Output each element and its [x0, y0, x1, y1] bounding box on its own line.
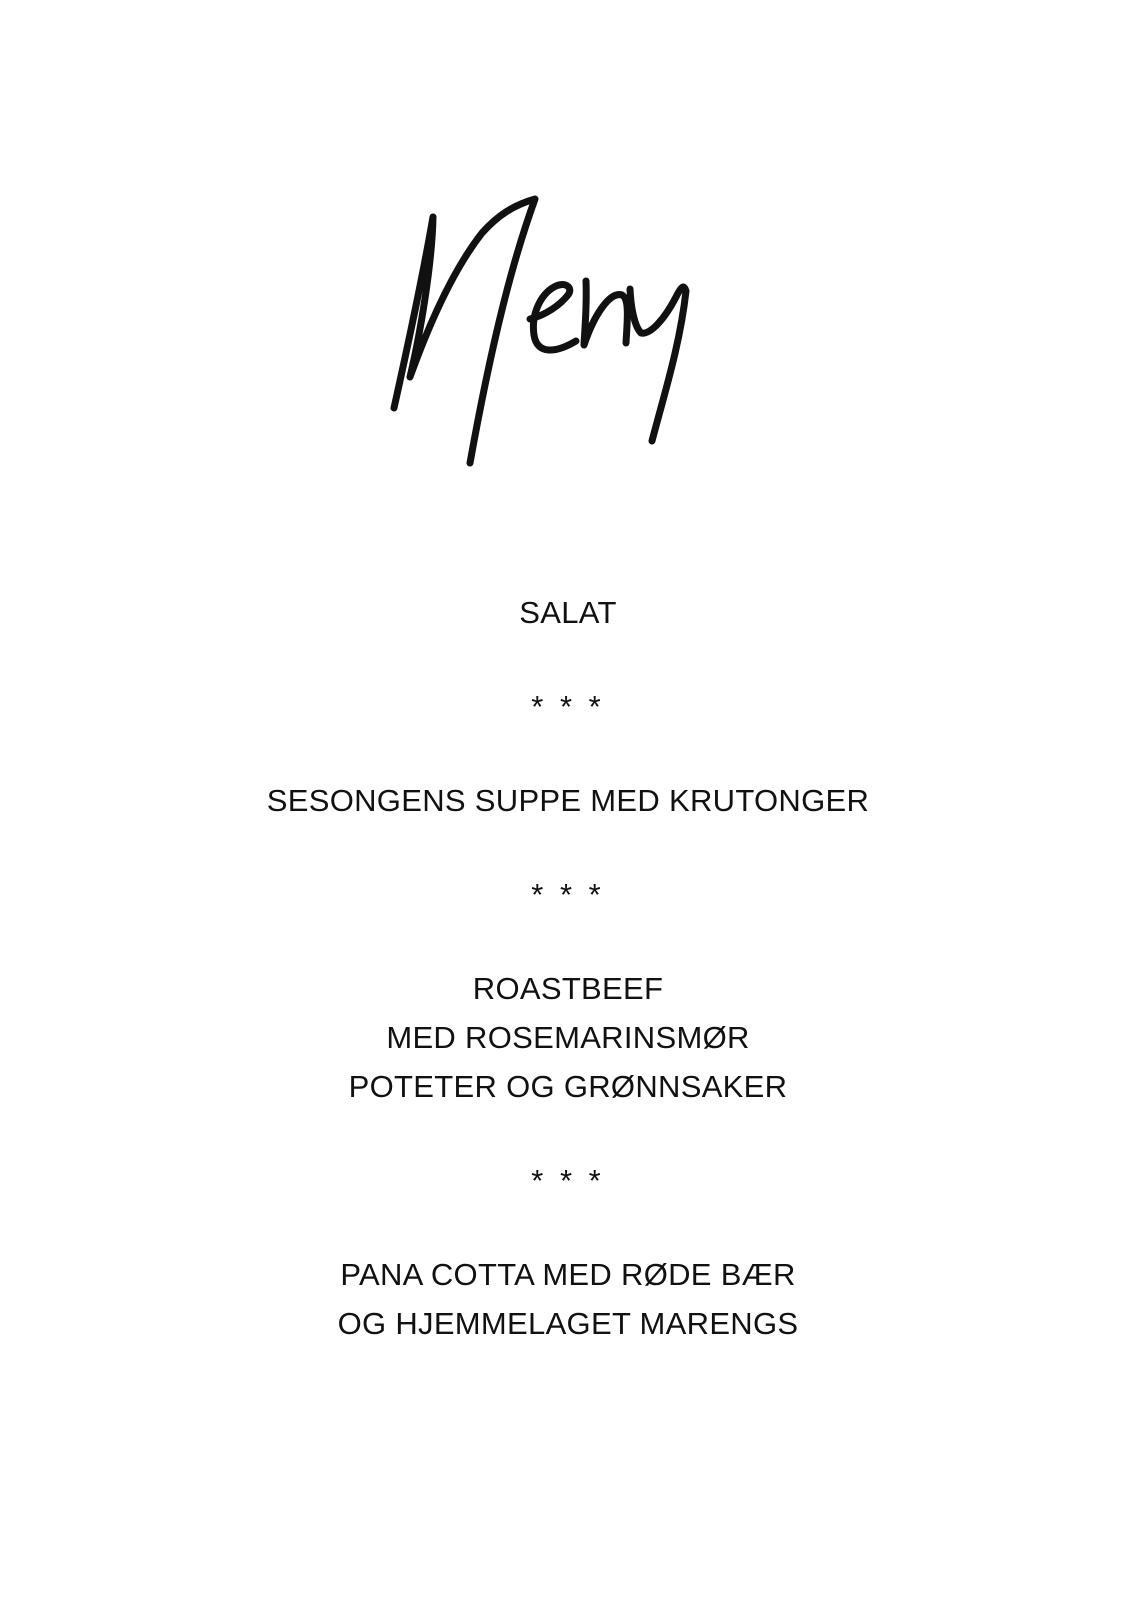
- course-line: POTETER OG GRØNNSAKER: [348, 1069, 788, 1104]
- course-line: ROASTBEEF: [472, 971, 664, 1006]
- course-separator: * * *: [531, 689, 605, 724]
- course-main: [0, 964, 1136, 1111]
- title-stroke-y: [630, 287, 686, 441]
- course-separator: * * *: [531, 877, 605, 912]
- course-line: SALAT: [519, 595, 617, 630]
- course-line: MED ROSEMARINSMØR: [386, 1020, 750, 1055]
- course-separator: * * *: [531, 1163, 605, 1198]
- course-line: OG HJEMMELAGET MARENGS: [337, 1306, 799, 1341]
- title-stroke-e: [530, 285, 576, 350]
- menu-list: [0, 588, 1136, 1348]
- title-stroke-n: [584, 281, 627, 345]
- course-soup: [0, 776, 1136, 825]
- course-dessert: [0, 1250, 1136, 1348]
- course-line: PANA COTTA MED RØDE BÆR: [340, 1257, 796, 1292]
- course-salad: [0, 588, 1136, 637]
- course-line: SESONGENS SUPPE MED KRUTONGER: [266, 783, 870, 818]
- menu-title-script: [390, 195, 710, 475]
- title-stroke-m: [394, 199, 535, 463]
